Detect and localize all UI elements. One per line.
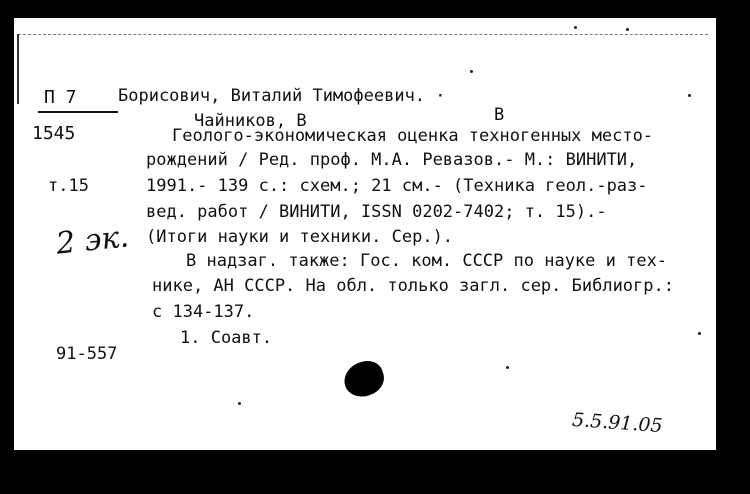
tracing-line: 1. Соавт. — [180, 328, 273, 348]
registration-number: 91-557 — [56, 344, 118, 364]
entry-line-1: Геолого-экономическая оценка техногенных место- — [172, 126, 654, 146]
note-line-3: с 134-137. — [152, 302, 255, 322]
catalog-card — [14, 18, 716, 450]
coauthor: Чайников, В — [194, 111, 307, 131]
note-line-2: нике, АН СССР. На обл. только загл. сер. Библиогр.: — [152, 276, 674, 296]
handwritten-copies: 2 эк. — [54, 219, 131, 262]
entry-line-4: вед. работ / ВИНИТИ, ISSN 0202-7402; т. 15).- — [146, 202, 607, 222]
top-dashed-border — [18, 34, 708, 35]
entry-line-3: 1991.- 139 с.: схем.; 21 см.- (Техника геол.-раз- — [146, 176, 648, 196]
speck — [470, 70, 473, 73]
speck — [626, 28, 629, 31]
entry-line-5: (Итоги науки и техники. Сер.). — [146, 227, 454, 247]
shelf-mark-divider — [38, 111, 118, 113]
coauthor-mark: В — [494, 105, 505, 125]
left-edge-mark — [17, 34, 19, 104]
speck — [698, 332, 701, 335]
author-heading: Борисович, Виталий Тимофеевич. · — [118, 86, 446, 106]
volume-mark: т.15 — [48, 176, 89, 196]
speck — [574, 26, 577, 29]
speck — [506, 366, 509, 369]
speck — [688, 94, 691, 97]
date-stamp: 5.5.91.05 — [571, 408, 664, 438]
card-number: 1545 — [32, 123, 76, 144]
shelf-mark: П 7 — [44, 87, 77, 108]
entry-line-2: рождений / Ред. проф. М.А. Ревазов.- М.: ВИНИТИ, — [146, 150, 638, 170]
note-line-1: В надзаг. также: Гос. ком. СССР по науке и тех- — [186, 251, 668, 271]
speck — [238, 402, 241, 405]
ink-blot — [340, 357, 389, 402]
